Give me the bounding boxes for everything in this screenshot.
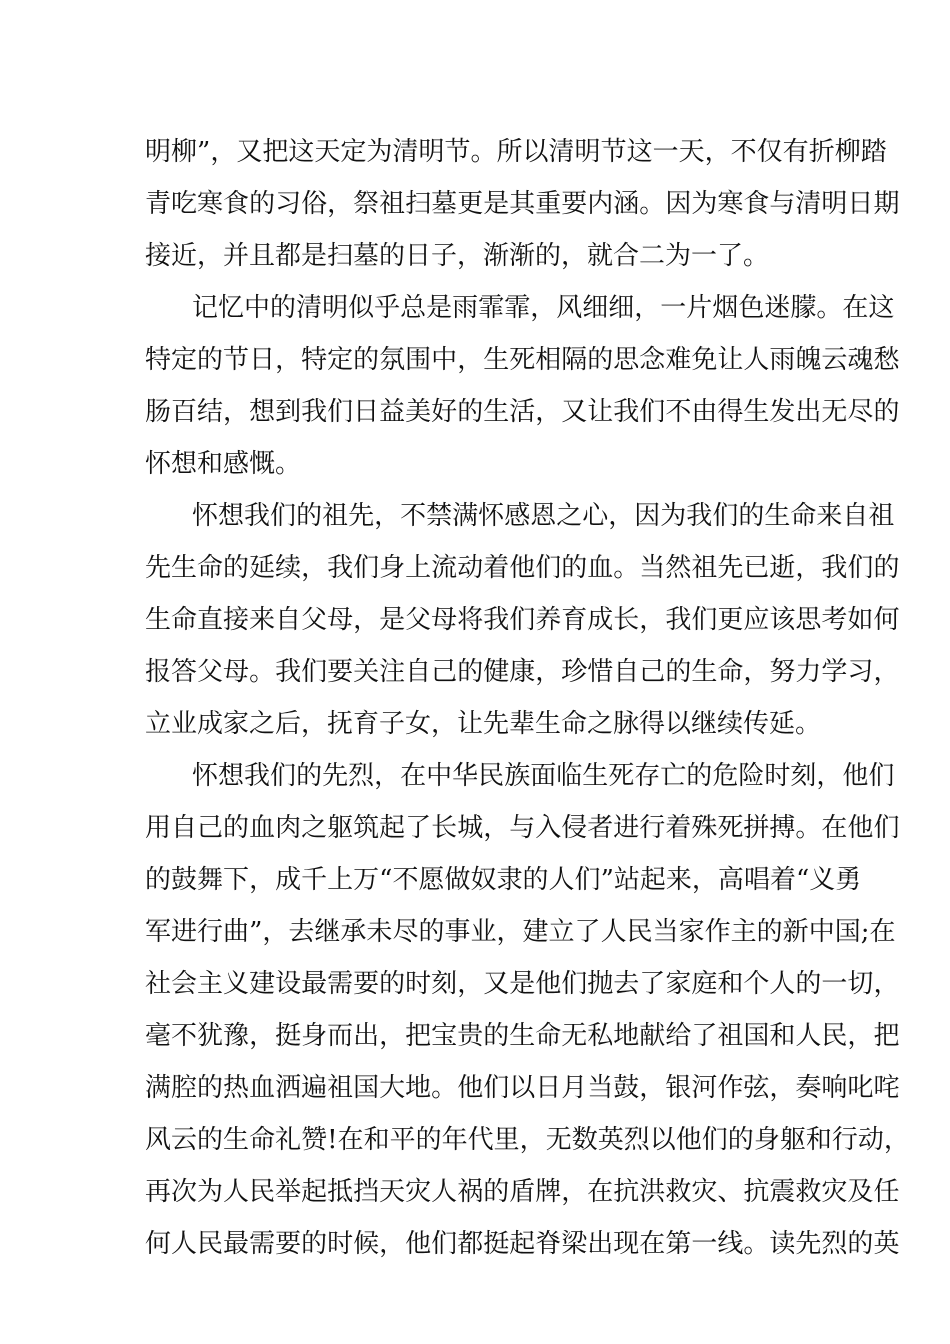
text-line: 报 答 父 母 。 我 们 要 关 注 自 己 的 健 康 ， 珍 惜 自 己 的 生 命 ， 努 力 学 习 ， — [145, 657, 900, 687]
paragraph — [145, 282, 900, 490]
text-line: 军 进 行 曲 ” ， 去 继 承 未 尽 的 事 业 ， 建 立 了 人 民 当 家 作 主 的 新 中 国 ; 在 — [145, 917, 896, 947]
text-line: 怀想和感慨。 — [145, 449, 302, 479]
text-line: 满 腔 的 热 血 洒 遍 祖 国 大 地 。 他 们 以 日 月 当 鼓 ， 银 河 作 弦 ， 奏 响 叱 咤 — [145, 1073, 900, 1103]
text-line: 先 生 命 的 延 续 ， 我 们 身 上 流 动 着 他 们 的 血 。 当 然 祖 先 已 逝 ， 我 们 的 — [145, 553, 900, 583]
text-line: 毫 不 犹 豫 ， 挺 身 而 出 ， 把 宝 贵 的 生 命 无 私 地 献 给 了 祖 国 和 人 民 ， 把 — [145, 1021, 900, 1051]
document-body — [145, 126, 910, 1270]
text-line: 立业成家之后，抚育子女，让先辈生命之脉得以继续传延。 — [145, 709, 822, 739]
text-line: 接近，并且都是扫墓的日子，渐渐的，就合二为一了。 — [145, 241, 770, 271]
text-line: 风 云 的 生 命 礼 赞 ! 在 和 平 的 年 代 里 ， 无 数 英 烈 以 他 们 的 身 躯 和 行 动 ， — [145, 1125, 910, 1155]
text-line: 青 吃 寒 食 的 习 俗 ， 祭 祖 扫 墓 更 是 其 重 要 内 涵 。 因 为 寒 食 与 清 明 日 期 — [145, 189, 900, 219]
text-line: 何 人 民 最 需 要 的 时 候 ， 他 们 都 挺 起 脊 梁 出 现 在 第 一 线 。 读 先 烈 的 英 — [145, 1229, 900, 1259]
paragraph — [145, 490, 900, 750]
paragraph — [145, 126, 900, 282]
text-line: 肠 百 结 ， 想 到 我 们 日 益 美 好 的 生 活 ， 又 让 我 们 不 由 得 生 发 出 无 尽 的 — [145, 397, 900, 427]
text-line: 用 自 己 的 血 肉 之 躯 筑 起 了 长 城 ， 与 入 侵 者 进 行 着 殊 死 拼 搏 。 在 他 们 — [145, 813, 900, 843]
text-line: 再 次 为 人 民 举 起 抵 挡 天 灾 人 祸 的 盾 牌 ， 在 抗 洪 救 灾 、 抗 震 救 灾 及 任 — [145, 1177, 900, 1207]
paragraph — [145, 750, 910, 1270]
text-line: 生 命 直 接 来 自 父 母 ， 是 父 母 将 我 们 养 育 成 长 ， 我 们 更 应 该 思 考 如 何 — [145, 605, 900, 635]
text-line: 记 忆 中 的 清 明 似 乎 总 是 雨 霏 霏 ， 风 细 细 ， 一 片 烟 色 迷 朦 。 在 这 — [192, 293, 895, 323]
text-line: 社 会 主 义 建 设 最 需 要 的 时 刻 ， 又 是 他 们 抛 去 了 家 庭 和 个 人 的 一 切 ， — [145, 969, 900, 999]
text-line: 明 柳 ” ， 又 把 这 天 定 为 清 明 节 。 所 以 清 明 节 这 一 天 ， 不 仅 有 折 柳 踏 — [145, 137, 887, 167]
text-line: 特 定 的 节 日 ， 特 定 的 氛 围 中 ， 生 死 相 隔 的 思 念 难 免 让 人 雨 魄 云 魂 愁 — [145, 345, 900, 375]
text-line: 怀 想 我 们 的 祖 先 ， 不 禁 满 怀 感 恩 之 心 ， 因 为 我 们 的 生 命 来 自 祖 — [192, 501, 895, 531]
text-line: 的 鼓 舞 下 ， 成 千 上 万 “ 不 愿 做 奴 隶 的 人 们 ” 站 起 来 ， 高 唱 着 “ 义 勇 — [145, 865, 862, 895]
text-line: 怀 想 我 们 的 先 烈 ， 在 中 华 民 族 面 临 生 死 存 亡 的 危 险 时 刻 ， 他 们 — [192, 761, 895, 791]
